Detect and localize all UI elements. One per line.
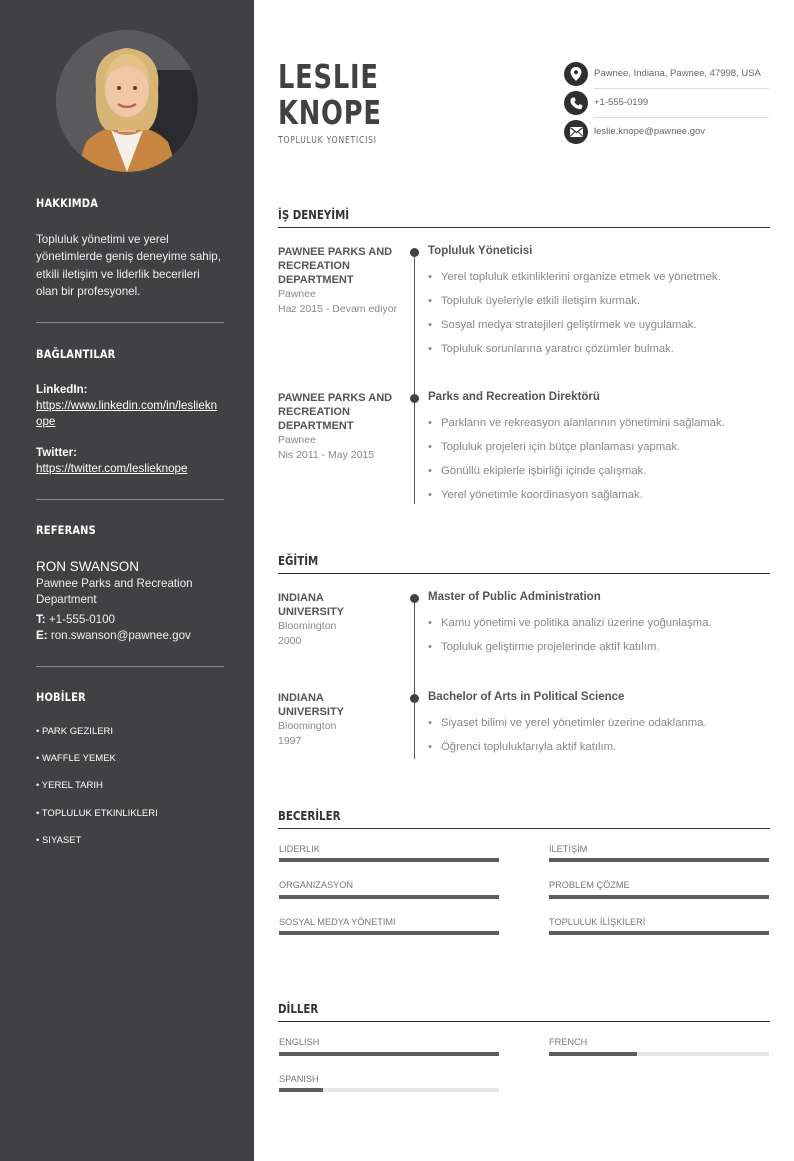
phone-icon	[564, 91, 588, 115]
skill-label: SOSYAL MEDYA YÖNETIMI	[279, 917, 396, 927]
contact-email[interactable]: leslie.knope@pawnee.gov	[594, 126, 706, 137]
section-rule	[278, 573, 770, 574]
reference-title: REFERANS	[36, 523, 96, 537]
section-rule	[278, 227, 770, 228]
contact-email-row	[564, 120, 769, 144]
education-title: EĞİTİM	[278, 553, 319, 568]
timeline-dot	[410, 248, 419, 257]
education-meta	[278, 719, 398, 748]
experience-bullet: • Gönüllü ekiplerle işbirliği içinde çalışmak.	[428, 465, 646, 477]
hobby-item: • SIYASET	[36, 835, 82, 846]
skill-label: LIDERLIK	[279, 844, 320, 854]
sidebar-divider	[36, 499, 224, 500]
experience-dates: Haz 2015 - Devam ediyor	[278, 302, 398, 315]
experience-org: PAWNEE PARKS AND RECREATION DEPARTMENT	[278, 246, 393, 286]
section-rule	[278, 1021, 770, 1022]
twitter-block	[36, 445, 224, 477]
language-label: FRENCH	[549, 1037, 588, 1047]
twitter-label: Twitter:	[36, 446, 78, 459]
sidebar	[0, 0, 254, 1161]
experience-title: İŞ DENEYİMİ	[278, 207, 350, 222]
profile-photo	[56, 30, 198, 172]
skills-title: BECERİLER	[278, 808, 341, 823]
timeline-line	[414, 250, 415, 504]
job-title: TOPLULUK YÖNETICISI	[278, 135, 377, 146]
experience-role: Parks and Recreation Direktörü	[428, 391, 600, 403]
education-degree: Master of Public Administration	[428, 591, 601, 603]
reference-phone-row	[36, 612, 224, 628]
education-bullet: • Kamu yönetimi ve politika analizi üzerine yoğunlaşma.	[428, 617, 712, 629]
location-pin-icon	[564, 62, 588, 86]
language-label: ENGLISH	[279, 1037, 320, 1047]
education-degree: Bachelor of Arts in Political Science	[428, 691, 625, 703]
experience-meta	[278, 287, 398, 316]
hobby-item: • WAFFLE YEMEK	[36, 753, 116, 764]
profile-photo-illustration	[56, 30, 198, 172]
experience-bullet: • Parkların ve rekreasyon alanlarının yönetimini sağlamak.	[428, 417, 725, 429]
languages-title: DİLLER	[278, 1001, 319, 1016]
education-location: Bloomington	[278, 620, 337, 632]
first-name: LESLIE	[278, 57, 379, 96]
experience-meta	[278, 433, 398, 462]
education-dates: 2000	[278, 634, 302, 647]
skill-label: TOPLULUK İLİŞKİLERİ	[549, 917, 646, 927]
language-bar	[279, 1088, 499, 1092]
reference-name: RON SWANSON	[36, 559, 140, 574]
skill-bar	[549, 895, 769, 899]
language-label: SPANISH	[279, 1074, 319, 1084]
reference-department: Pawnee Parks and Recreation Department	[36, 577, 193, 606]
about-section	[36, 196, 224, 210]
experience-location: Pawnee	[278, 434, 316, 446]
skill-bar-fill	[549, 931, 769, 935]
experience-bullet: • Topluluk üyeleriyle etkili iletişim kurmak.	[428, 295, 640, 307]
skill-bar	[279, 931, 499, 935]
education-bullet: • Öğrenci topluluklarıyla aktif katılım.	[428, 741, 616, 753]
skill-bar-fill	[279, 858, 499, 862]
hobbies-title: HOBİLER	[36, 690, 86, 704]
twitter-link[interactable]: https://twitter.com/leslieknope	[36, 462, 188, 475]
reference-email: ron.swanson@pawnee.gov	[50, 629, 191, 642]
about-title: HAKKIMDA	[36, 196, 99, 210]
skill-label: ORGANIZASYON	[279, 880, 354, 890]
linkedin-link[interactable]: https://www.linkedin.com/in/leslieknope	[36, 399, 218, 428]
education-org: INDIANA UNIVERSITY	[278, 692, 345, 718]
sidebar-divider	[36, 322, 224, 323]
experience-bullet: • Yerel topluluk etkinliklerini organize etmek ve yönetmek.	[428, 271, 721, 283]
hobby-item: • PARK GEZILERI	[36, 726, 114, 737]
reference-block	[36, 558, 224, 644]
reference-email-row	[36, 628, 224, 644]
sidebar-divider	[36, 666, 224, 667]
hobby-item: • YEREL TARIH	[36, 780, 103, 791]
education-bullet: • Siyaset bilimi ve yerel yönetimler üzerine odaklanma.	[428, 717, 707, 729]
experience-dates: Nis 2011 - May 2015	[278, 448, 375, 461]
language-bar-fill	[549, 1052, 637, 1056]
language-bar-fill	[279, 1052, 499, 1056]
education-dates: 1997	[278, 734, 302, 747]
timeline-dot	[410, 594, 419, 603]
skill-label: İLETİŞİM	[549, 844, 588, 854]
contact-address-row	[564, 62, 769, 86]
reference-section	[36, 523, 224, 537]
experience-role: Topluluk Yöneticisi	[428, 245, 533, 257]
skill-bar-fill	[549, 858, 769, 862]
skill-bar-fill	[279, 895, 499, 899]
envelope-icon	[564, 120, 588, 144]
contact-address: Pawnee, Indiana, Pawnee, 47998, USA	[594, 68, 761, 79]
language-bar-fill	[279, 1088, 323, 1092]
education-bullet: • Topluluk geliştirme projelerinde aktif katılım.	[428, 641, 660, 653]
education-org: INDIANA UNIVERSITY	[278, 592, 345, 618]
contact-divider	[594, 88, 769, 89]
education-location: Bloomington	[278, 720, 337, 732]
experience-bullet: • Topluluk sorunlarına yaratıcı çözümler bulmak.	[428, 343, 674, 355]
reference-email-label: E:	[36, 629, 48, 642]
language-bar	[549, 1052, 769, 1056]
experience-bullet: • Sosyal medya stratejileri geliştirmek ve uygulamak.	[428, 319, 697, 331]
contact-phone: +1-555-0199	[594, 97, 649, 108]
timeline-dot	[410, 394, 419, 403]
links-section	[36, 347, 224, 361]
skill-bar	[549, 858, 769, 862]
skill-bar	[279, 895, 499, 899]
skill-label: PROBLEM ÇÖZME	[549, 880, 630, 890]
reference-phone-label: T:	[36, 613, 46, 626]
skill-bar	[549, 931, 769, 935]
experience-bullet: • Yerel yönetimle koordinasyon sağlamak.	[428, 489, 643, 501]
contact-divider	[594, 117, 769, 118]
linkedin-label: LinkedIn:	[36, 383, 88, 396]
links-title: BAĞLANTILAR	[36, 347, 116, 361]
timeline-dot	[410, 694, 419, 703]
timeline-line	[414, 596, 415, 759]
experience-bullet: • Topluluk projeleri için bütçe planlaması yapmak.	[428, 441, 680, 453]
section-rule	[278, 828, 770, 829]
skill-bar	[279, 858, 499, 862]
reference-phone: +1-555-0100	[48, 613, 115, 626]
linkedin-block	[36, 382, 224, 430]
education-meta	[278, 619, 398, 648]
about-text: Topluluk yönetimi ve yerel yönetimlerde geniş deneyime sahip, etkili iletişim ve liderlik becerileri olan bir profesyonel.	[36, 233, 221, 299]
skill-bar-fill	[549, 895, 769, 899]
skill-bar-fill	[279, 931, 499, 935]
last-name: KNOPE	[278, 93, 382, 132]
experience-org: PAWNEE PARKS AND RECREATION DEPARTMENT	[278, 392, 393, 432]
hobby-item: • TOPLULUK ETKINLIKLERI	[36, 808, 158, 819]
experience-location: Pawnee	[278, 288, 316, 300]
hobbies-section	[36, 690, 224, 704]
language-bar	[279, 1052, 499, 1056]
contact-phone-row	[564, 91, 769, 115]
